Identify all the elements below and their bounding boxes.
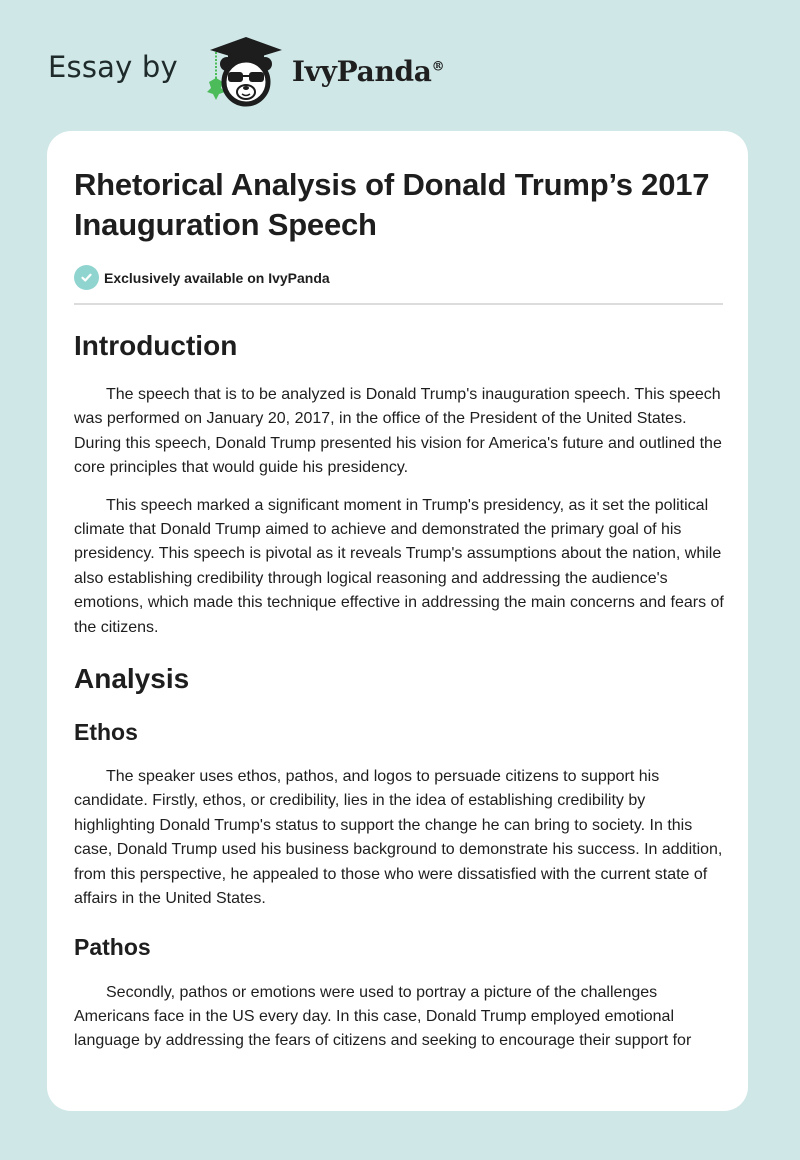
section-heading-analysis: Analysis [74, 663, 190, 695]
essay-card [47, 131, 748, 1111]
brand-name [292, 55, 444, 88]
section-heading-introduction: Introduction [74, 330, 238, 361]
title-divider [74, 303, 723, 305]
paragraph: Secondly, pathos or emotions were used to portray a picture of the challenges Americans face in the US every day. In this case, Donald Trump employed emotional language by addressing the fears of citizens and seeking to encourage their support for [74, 983, 692, 1050]
subsection-heading-pathos: Pathos [74, 933, 151, 960]
brand-header [48, 30, 444, 110]
panda-graduate-icon [198, 30, 288, 110]
brand-prefix: Essay by [48, 50, 178, 84]
paragraph: This speech marked a significant moment in Trump's presidency, as it set the political climate that Donald Trump aimed to achieve and demonstrated the primary goal of his presidency. This speech is pivotal as it reveals Trump's assumptions about the nation, while also establishing credibility through logical reasoning and addressing the audience's emotions, which made this technique effective in addressing the main concerns and fears of the citizens. [74, 496, 724, 636]
exclusive-badge [74, 265, 722, 290]
paragraph: The speaker uses ethos, pathos, and logos to persuade citizens to support his candidate. Firstly, ethos, or credibility, lies in the idea of establishing credibility by highlighting Donald Trump's status to support the change he can bring to society. In this case, Donald Trump used his business background to demonstrate his success. In addition, from this perspective, he appealed to those who were dissatisfied with the current state of affairs in the United States. [74, 768, 723, 908]
subsection-heading-ethos: Ethos [74, 719, 138, 746]
check-circle-icon [74, 265, 99, 290]
essay-title: Rhetorical Analysis of Donald Trump’s 2017 Inauguration Speech [74, 167, 710, 242]
brand-name-text: IvyPanda [291, 54, 432, 88]
exclusive-text: Exclusively available on IvyPanda [104, 269, 330, 286]
registered-mark: ® [431, 59, 445, 75]
paragraph: The speech that is to be analyzed is Donald Trump's inauguration speech. This speech was performed on January 20, 2017, in the office of the President of the United States. During this speech, Donald Trump presented his vision for America's future and outlined the core principles that would guide his presidency. [74, 386, 722, 477]
